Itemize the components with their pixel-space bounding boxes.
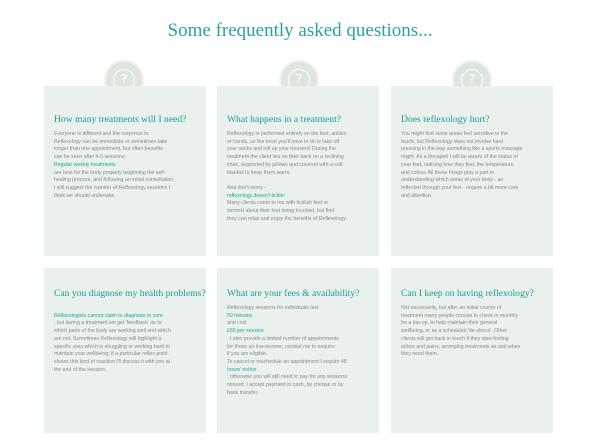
faq-text-line: missed. I accept payment in cash, by cheque or by (227, 382, 344, 389)
faq-answer (227, 131, 373, 223)
faq-answer (54, 305, 200, 374)
faq-title: What happens in a treatment? (227, 114, 342, 125)
faq-text-line: wellbeing, or as a scheduled 'de-stress'. Other (401, 328, 508, 335)
faq-text-line: I will suggest the number of Reflexology sessions I (54, 184, 171, 191)
faq-text-line: maintain your wellbeing; if a particular reflex point (54, 351, 168, 358)
faq-text-line: healing process, and following an initial consultation (54, 177, 174, 184)
faq-text-line: for those on low-income; contact me to enquire (227, 343, 335, 350)
faq-text-line: they need them. (401, 351, 439, 358)
faq-text-line: they can relax and enjoy the benefits of Reflexology. (227, 215, 347, 222)
faq-title: What are your fees & availability? (227, 288, 360, 299)
faq-text-line: your socks and roll up your trousers! During the (227, 146, 336, 153)
faq-text-line: Everyone is different and the response to (54, 131, 149, 137)
faq-text-line: and attention. (401, 192, 433, 199)
session-price-link[interactable]: £60 per session (227, 328, 264, 335)
faq-text-line: Reflexology sessions for individuals last (227, 305, 319, 311)
faq-title: How many treatments will I need? (54, 114, 187, 125)
faq-text-line: shows this kind of reaction I'll discuss it with you at (54, 358, 171, 365)
faq-text-line: might. As a therapist I will be aware of the status of (401, 154, 518, 161)
faq-title: Can I keep on having reflexology? (401, 288, 534, 299)
faq-text-line: . I also provide a limited number of appointments (227, 335, 339, 342)
faq-text-line: reflected through your feet - require a bit more care (401, 184, 519, 191)
faq-card-treatment-process (217, 86, 379, 256)
faq-text-line: if you are eligible. (227, 351, 268, 358)
faq-text-line: touch, but Reflexology does not involve hard (401, 138, 504, 145)
faq-text-line: And don't worry - (227, 184, 267, 191)
faq-highlight-link[interactable]: Reflexologists cannot claim to diagnose or cure (54, 312, 163, 319)
faq-text-line: specific area which is struggling or working hard to (54, 343, 170, 350)
faq-card-treatments (44, 86, 206, 256)
faq-text-line: or hands, so the most you'll have to do is take off (227, 138, 340, 145)
faq-text-line: chair, supported by pillows and covered with a soft (227, 161, 343, 168)
faq-text-line: and colour. All these things play a part in (401, 169, 494, 176)
question-mark-icon: ? (104, 60, 144, 100)
question-mark-icon: ? (279, 60, 319, 100)
faq-text-line: You might find some areas feel sensitive to the (401, 131, 509, 137)
faq-highlight-link[interactable]: Regular weekly treatments (54, 161, 116, 168)
session-duration-link[interactable]: 50 minutes (227, 312, 253, 319)
faq-text-line: treatment the client lies on their back on a reclining (227, 154, 344, 161)
faq-text-line: Reflexology can be immediate or sometimes take (54, 138, 168, 145)
faq-text-line: for a top-up, to help maintain their general (401, 320, 498, 327)
faq-text-line: aches and pains, arranging treatments as and when (401, 343, 521, 350)
faq-text-line: are best for the body properly beginning the self- (54, 169, 166, 176)
faq-answer (54, 131, 200, 200)
faq-text-line: understanding which areas of your body - as (401, 177, 504, 184)
faq-text-line: think we should undertake. (54, 192, 116, 199)
faq-answer (227, 305, 373, 397)
faq-card-ongoing (391, 268, 553, 433)
faq-title: Does reflexology hurt? (401, 114, 490, 125)
faq-text-line: and cost (227, 320, 247, 327)
faq-title: Can you diagnose my health problems? (54, 288, 206, 299)
faq-text-line: longer than one appointment, but often benefits (54, 146, 163, 153)
section-heading: Some frequently asked questions... (167, 20, 433, 41)
faq-text-line: which parts of the body are working well and which (54, 328, 171, 335)
faq-text-line: clients will get back in touch if they start feeling (401, 335, 509, 342)
faq-text-line: , but during a treatment we get 'feedback' as to (54, 320, 162, 327)
question-mark-icon: ? (452, 60, 492, 100)
faq-text-line: Reflexology is performed entirely on the feet, ankles (227, 131, 347, 137)
notice-period-link[interactable]: hours' notice (227, 366, 257, 373)
faq-text-line: blanket to keep them warm. (227, 169, 291, 176)
faq-text-line: can be seen after 4-5 sessions. (54, 154, 127, 161)
faq-text-line: bank transfer. (227, 389, 259, 396)
faq-text-line: Many clients come to me with ticklish feet or (227, 200, 329, 207)
faq-text-line: pressing in the way something like a sports massage (401, 146, 523, 153)
faq-text-line: worried about their feet being touched, but find (227, 208, 334, 215)
faq-card-diagnose (44, 268, 206, 433)
faq-text-line: are not. Sometimes Reflexology will highlight a (54, 335, 162, 342)
faq-card-fees (217, 268, 379, 433)
faq-text-line: To cancel or reschedule an appointment I require 48 (227, 358, 347, 365)
faq-answer (401, 305, 547, 359)
faq-text-line: the end of the session. (54, 366, 107, 373)
faq-answer (401, 131, 547, 200)
faq-highlight-link[interactable]: reflexology doesn't tickle! (227, 192, 285, 199)
faq-text-line: your feet, noticing how they feel, the temperature (401, 161, 514, 168)
faq-card-hurt (391, 86, 553, 256)
faq-text-line: treatment many people choose to check in monthly (401, 312, 519, 319)
faq-text-line: Not necessarily, but after an initial course of (401, 305, 502, 311)
faq-text-line: ; otherwise you will still need to pay for any sessions (227, 374, 347, 381)
